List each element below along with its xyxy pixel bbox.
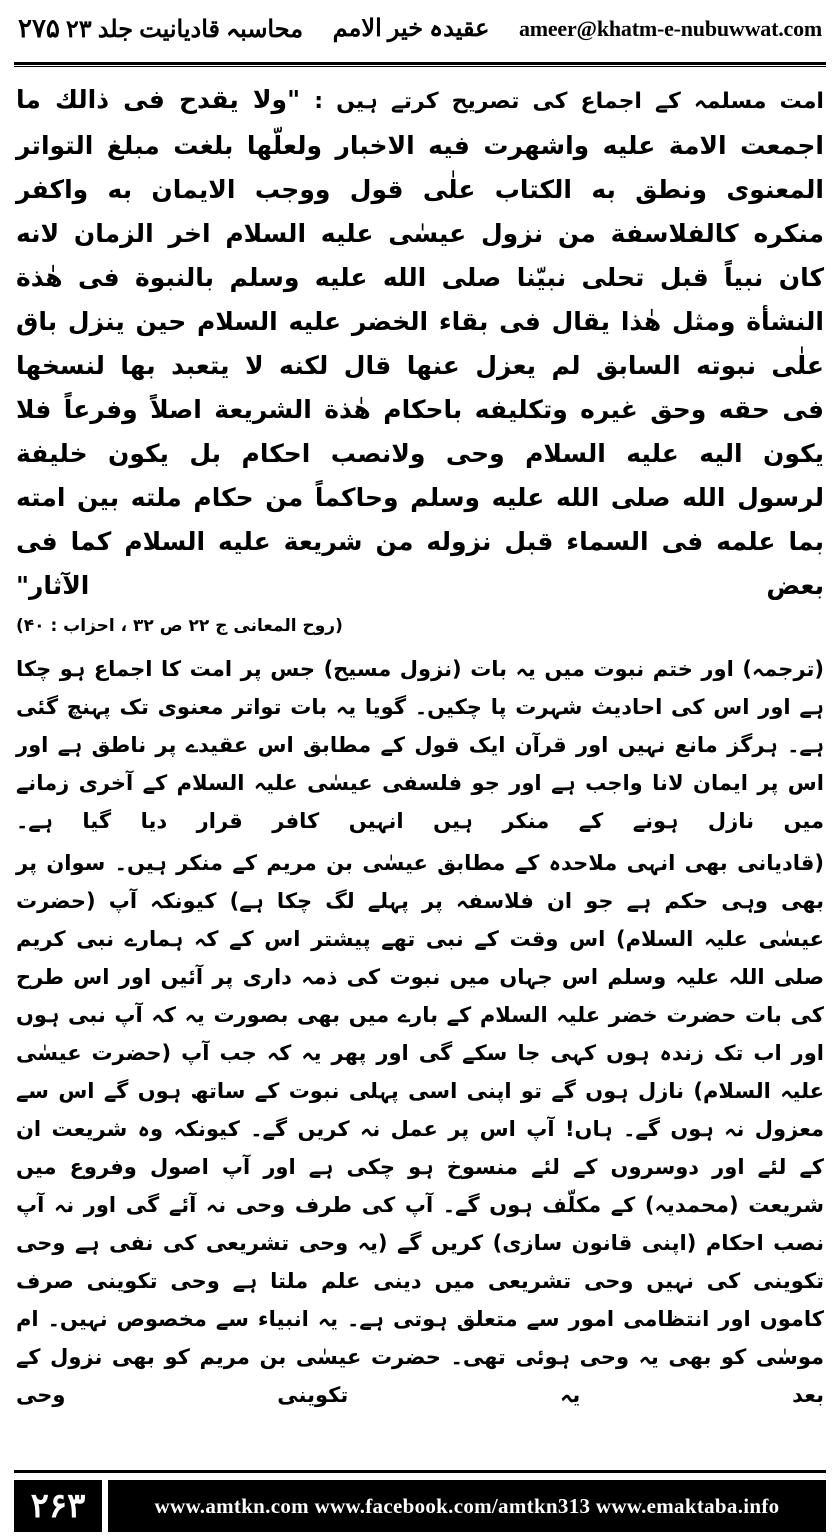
- footer-divider: [14, 1470, 826, 1474]
- page-header: [0, 0, 840, 62]
- header-email: ameer@khatm-e-nubuwwat.com: [518, 16, 822, 41]
- commentary-paragraph: (قادیانی بھی انہی ملاحدہ کے مطابق عیسٰی بن مریم کے منکر ہیں۔ سوان پر بھی وہی حکم ہے جو ان فلاسفہ پر پہلے لگ چکا ہے) کیونکہ آپ (حضرت عیسٰی علیہ السلام) اس وقت کے نبی تھے پیشتر اس کے کہ ہمارے نبی کریم صلی اللہ علیہ وسلم اس جہاں میں نبوت کی ذمہ داری پر آئیں اور اس طرح کی بات حضرت خضر علیہ السلام کے بارے میں بھی بصورت یہ کہ آپ نبی ہوں اور اب تک زندہ ہوں کہی جا سکے گی اور پھر یہ کہ جب آپ (حضرت عیسٰی علیہ السلام) نازل ہوں گے تو اپنی اسی پہلی نبوت کے ساتھ ہوں گے اس سے معزول نہ ہوں گے۔ ہاں! آپ اس پر عمل نہ کریں گے۔ کیونکہ وہ شریعت ان کے لئے اور دوسروں کے لئے منسوخ ہو چکی ہے اور آپ اصول وفروع میں شریعت (محمدیہ) کے مکلّف ہوں گے۔ آپ کی طرف وحی نہ آئے گی اور نہ آپ نصب احکام (اپنی قانون سازی) کریں گے (یہ وحی تشریعی کی نفی ہے وحی تکوینی کی نہیں وحی تشریعی میں دینی علم ملتا ہے وحی تکوینی صرف کاموں اور انتظامی امور سے متعلق ہوتی ہے۔ یہ انبیاء سے مخصوص نہیں۔ ام موسٰی کو بھی یہ وحی ہوئی تھی۔ حضرت عیسٰی بن مریم کو بھی نزول کے بعد یہ تکوینی وحی: [16, 851, 824, 1407]
- arabic-quotation: [16, 78, 824, 608]
- arabic-quotation-text: "ولا يقدح فى ذالك ما اجمعت الامة عليه واشهرت فيه الاخبار ولعلّها بلغت مبلغ التواتر المعنوى ونطق به الكتاب علٰى قول ووجب الايمان به واكفر منكره كالفلاسفة من نزول عيسٰى عليه السلام اخر الزمان لانه كان نبياً قبل تحلى نبيّنا صلى الله عليه وسلم بالنبوة فى هٰذة النشأة ومثل هٰذا يقال فى بقاء الخضر عليه السلام حين ينزل باق علٰى نبوته السابق لم يعزل عنها قال لكنه لا يتعبد بها لنسخها فى حقه وحق غيره وتكليفه باحكام هٰذة الشريعة اصلاً وفرعاً فلا يكون اليه عليه السلام وحى ولانصب احكام بل يكون خليفة لرسول الله صلى الله عليه وسلم وحاكماً من حكام ملته بين امته بما علمه فى السماء قبل نزوله من شريعة عليه السلام كما فى بعض الآثار": [16, 85, 824, 600]
- footer-links[interactable]: www.amtkn.com www.facebook.com/amtkn313 www.emaktaba.info: [108, 1480, 826, 1532]
- header-divider: [14, 62, 826, 67]
- header-volume-label: محاسبہ قادیانیت جلد ۲۳: [65, 17, 304, 43]
- arabic-quotation-intro: امت مسلمہ کے اجماع کی تصریح کرتے ہیں :: [314, 89, 824, 114]
- translation-paragraph: (ترجمہ) اور ختم نبوت میں یہ بات (نزول مسیح) جس پر امت کا اجماع ہو چکا ہے اور اس کی احادیث شہرت پا چکیں۔ گویا یہ بات تواتر معنوی تک پہنچ گئی ہے۔ ہرگز مانع نہیں اور قرآن ایک قول کے مطابق اس عقیدے پر ناطق ہے اور اس پر ایمان لانا واجب ہے اور جو فلسفی عیسٰی علیہ السلام کے آخری زمانے میں نازل ہونے کے منکر ہیں انہیں کافر قرار دیا گیا ہے۔: [16, 657, 824, 833]
- footer-page-number: ۲۶۳: [14, 1480, 102, 1532]
- header-volume-title: [18, 8, 303, 44]
- page-body: [16, 78, 824, 1448]
- arabic-quotation-reference: (روح المعانى ج ۲۲ ص ۳۲ ، احزاب : ۴۰): [16, 616, 343, 636]
- page-footer: [14, 1480, 826, 1532]
- header-page-number: ۲۷۵: [18, 14, 60, 43]
- header-book-title: عقیدہ خیر الامم: [332, 16, 490, 42]
